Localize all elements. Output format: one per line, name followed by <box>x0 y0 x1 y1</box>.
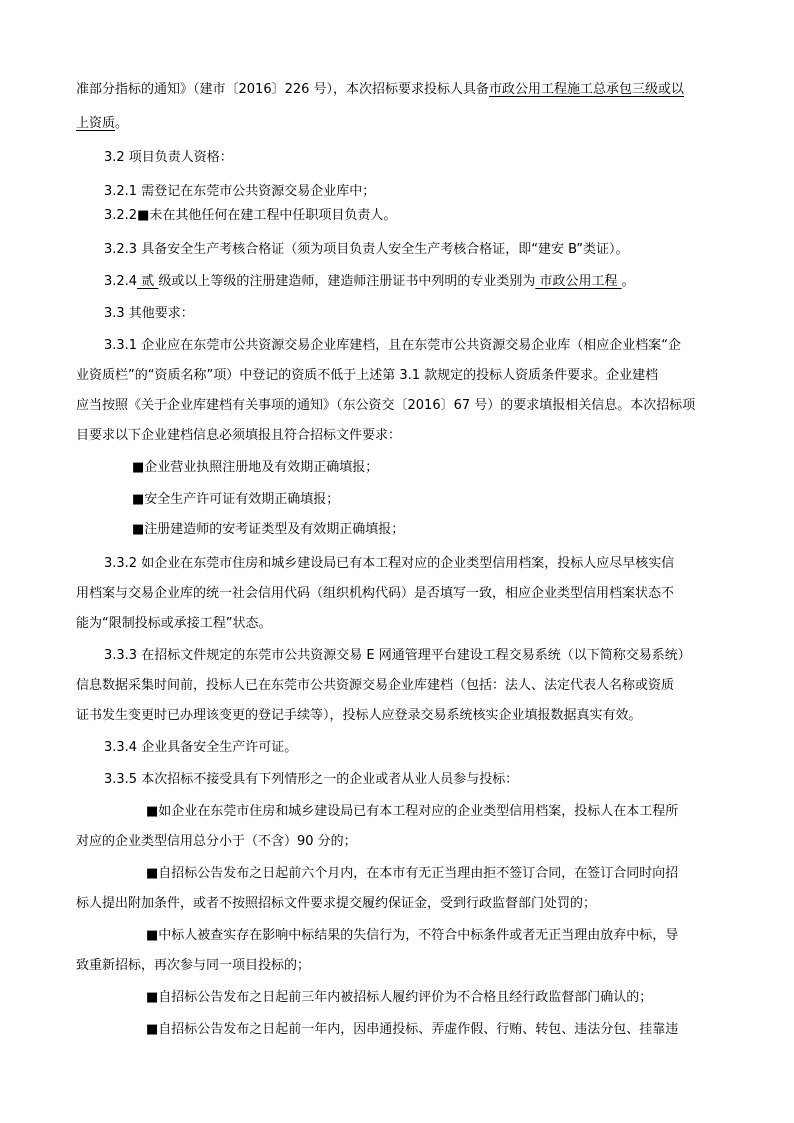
paragraph-line: 业资质栏”的“资质名称”项）中登记的资质不低于上述第 3.1 款规定的投标人资质条件要求。企业建档 <box>76 368 659 383</box>
paragraph-line: 准部分指标的通知》（建市〔2016〕226 号），本次招标要求投标人具备市政公用工程施工总承包三级或以 <box>76 82 685 97</box>
section-heading: 3.3 其他要求： <box>104 306 194 321</box>
list-item: ■企业营业执照注册地及有效期正确填报； <box>132 460 379 475</box>
list-item: ■自招标公告发布之日起前三年内被招标人履约评价为不合格且经行政监督部门确认的； <box>146 990 653 1005</box>
list-item: ■安全生产许可证有效期正确填报； <box>132 492 340 507</box>
list-item: ■中标人被查实存在影响中标结果的失信行为，不符合中标条件或者无正当理由放弃中标，导 <box>146 928 679 943</box>
list-item: ■如企业在东莞市住房和城乡建设局已有本工程对应的企业类型信用档案，投标人在本工程所 <box>146 804 679 819</box>
paragraph-line: 应当按照《关于企业库建档有关事项的通知》（东公资交〔2016〕67 号）的要求填报相关信息。本次招标项 <box>76 398 696 413</box>
registration-grade: 贰 <box>137 274 159 289</box>
list-item-continuation: 标人提出附加条件，或者不按照招标文件要求提交履约保证金，受到行政监督部门处罚的； <box>76 896 597 911</box>
paragraph-line: 3.3.1 企业应在东莞市公共资源交易企业库建档，且在东莞市公共资源交易企业库（相应企业档案“企 <box>104 338 681 353</box>
section-heading: 3.2 项目负责人资格： <box>104 150 233 165</box>
paragraph-line: 3.2.4 贰 级或以上等级的注册建造师，建造师注册证书中列明的专业类别为 市政公用工程 。 <box>104 274 635 289</box>
paragraph-line: 3.3.3 在招标文件规定的东莞市公共资源交易 E 网通管理平台建设工程交易系统（以下简称交易系统） <box>104 648 691 663</box>
paragraph-line: 上资质。 <box>76 116 129 131</box>
qualification-requirement: 市政公用工程施工总承包三级或以 <box>489 82 685 97</box>
paragraph-line: 证书发生变更时已办理该变更的登记手续等），投标人应登录交易系统核实企业填报数据真实有效。 <box>76 708 642 723</box>
paragraph-line: 3.3.5 本次招标不接受具有下列情形之一的企业或者从业人员参与投标： <box>104 772 519 787</box>
paragraph-line: 能为“限制投标或承接工程”状态。 <box>76 616 272 631</box>
list-item: ■自招标公告发布之日起前一年内，因串通投标、弄虚作假、行贿、转包、违法分包、挂靠违 <box>146 1022 679 1037</box>
list-item: ■注册建造师的安考证类型及有效期正确填报； <box>132 522 405 537</box>
paragraph-line: 目要求以下企业建档信息必须填报且符合招标文件要求： <box>76 428 402 443</box>
paragraph-line: 3.2.3 具备安全生产考核合格证（须为项目负责人安全生产考核合格证，即“建安 B”类证）。 <box>104 242 629 257</box>
qualification-requirement: 上资质 <box>76 116 116 131</box>
paragraph-line: 用档案与交易企业库的统一社会信用代码（组织机构代码）是否填写一致，相应企业类型信用档案状态不 <box>76 586 675 601</box>
specialty-category: 市政公用工程 <box>535 274 622 289</box>
list-item-continuation: 对应的企业类型信用总分小于（不含）90 分的； <box>76 834 357 849</box>
paragraph-line: 3.3.4 企业具备安全生产许可证。 <box>104 740 298 755</box>
paragraph-line: 3.3.2 如企业在东莞市住房和城乡建设局已有本工程对应的企业类型信用档案，投标人应尽早核实信 <box>104 556 675 571</box>
list-item-continuation: 致重新招标，再次参与同一项目投标的； <box>76 958 311 973</box>
paragraph-line: 3.2.2■未在其他任何在建工程中任职项目负责人。 <box>104 208 397 223</box>
paragraph-line: 信息数据采集时间前，投标人已在东莞市公共资源交易企业库建档（包括：法人、法定代表人名称或资质 <box>76 678 675 693</box>
paragraph-line: 3.2.1 需登记在东莞市公共资源交易企业库中； <box>104 184 376 199</box>
list-item: ■自招标公告发布之日起前六个月内，在本市有无正当理由拒不签订合同，在签订合同时向招 <box>146 866 679 881</box>
